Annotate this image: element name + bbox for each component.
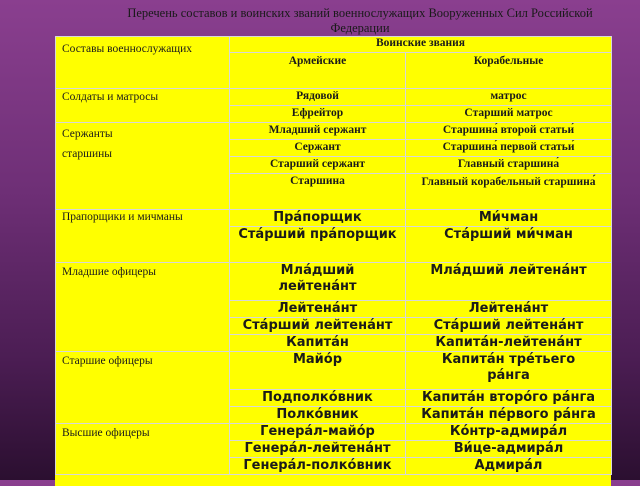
naval-rank: Капита́н второ́го ра́нга	[406, 390, 612, 407]
army-rank: Младший сержант	[230, 123, 406, 140]
naval-rank: матрос	[406, 89, 612, 106]
header-composition-label: Составы военнослужащих	[62, 43, 193, 55]
header-ranks: Воинские звания	[230, 37, 612, 53]
naval-rank: Капита́н пе́рвого ра́нга	[406, 407, 612, 424]
army-rank: Генера́л-полко́вник	[230, 458, 406, 475]
header-army: Армейские	[230, 53, 406, 89]
naval-rank: Ми́чман	[406, 210, 612, 227]
group-soldiers: Солдаты и матросы	[56, 89, 230, 123]
naval-rank: Капита́н тре́тьего ра́нга	[406, 352, 612, 390]
naval-rank: Ста́рший лейтена́нт	[406, 318, 612, 335]
army-rank: Капита́н	[230, 335, 406, 352]
group-junior-officers: Младшие офицеры	[56, 263, 230, 352]
naval-rank: Капита́н-лейтена́нт	[406, 335, 612, 352]
group-warrant: Прапорщики и мичманы	[56, 210, 230, 263]
army-rank: Сержант	[230, 140, 406, 157]
army-rank: Рядовой	[230, 89, 406, 106]
army-rank: Майо́р	[230, 352, 406, 390]
army-rank: Старший сержант	[230, 157, 406, 174]
army-rank: Пра́порщик	[230, 210, 406, 227]
group-sergeants	[56, 123, 230, 210]
header-naval: Корабельные	[406, 53, 612, 89]
naval-rank: Ко́нтр-адмира́л	[406, 424, 612, 441]
naval-rank: Главный корабельный старшина́	[406, 174, 612, 210]
army-rank: Полко́вник	[230, 407, 406, 424]
army-rank: Генера́л-майо́р	[230, 424, 406, 441]
header-composition	[56, 37, 230, 89]
naval-rank: Мла́дший лейтена́нт	[406, 263, 612, 301]
army-rank: Ста́рший пра́порщик	[230, 227, 406, 263]
army-rank: Лейтена́нт	[230, 301, 406, 318]
naval-rank: Лейтена́нт	[406, 301, 612, 318]
naval-rank: Ви́це-адмира́л	[406, 441, 612, 458]
army-rank: Подполко́вник	[230, 390, 406, 407]
army-rank: Ефрейтор	[230, 106, 406, 123]
naval-rank: Главный старшина́	[406, 157, 612, 174]
army-rank: Генера́л-лейтена́нт	[230, 441, 406, 458]
naval-rank: Старший матрос	[406, 106, 612, 123]
group-higher-officers: Высшие офицеры	[56, 424, 230, 475]
naval-rank: Ста́рший ми́чман	[406, 227, 612, 263]
naval-rank: Адмира́л	[406, 458, 612, 475]
naval-rank: Старшина́ первой статьи́	[406, 140, 612, 157]
ranks-table	[55, 36, 611, 486]
group-senior-officers: Старшие офицеры	[56, 352, 230, 424]
page-title: Перечень составов и воинских званий военнослужащих Вооруженных Сил Российской Федерации	[127, 6, 593, 35]
army-rank: Старшина	[230, 174, 406, 210]
naval-rank: Старшина́ второй статьи́	[406, 123, 612, 140]
group-sergeants-label: Сержанты старшины	[62, 128, 113, 160]
army-rank: Мла́дший лейтена́нт	[230, 263, 406, 301]
army-rank: Ста́рший лейтена́нт	[230, 318, 406, 335]
